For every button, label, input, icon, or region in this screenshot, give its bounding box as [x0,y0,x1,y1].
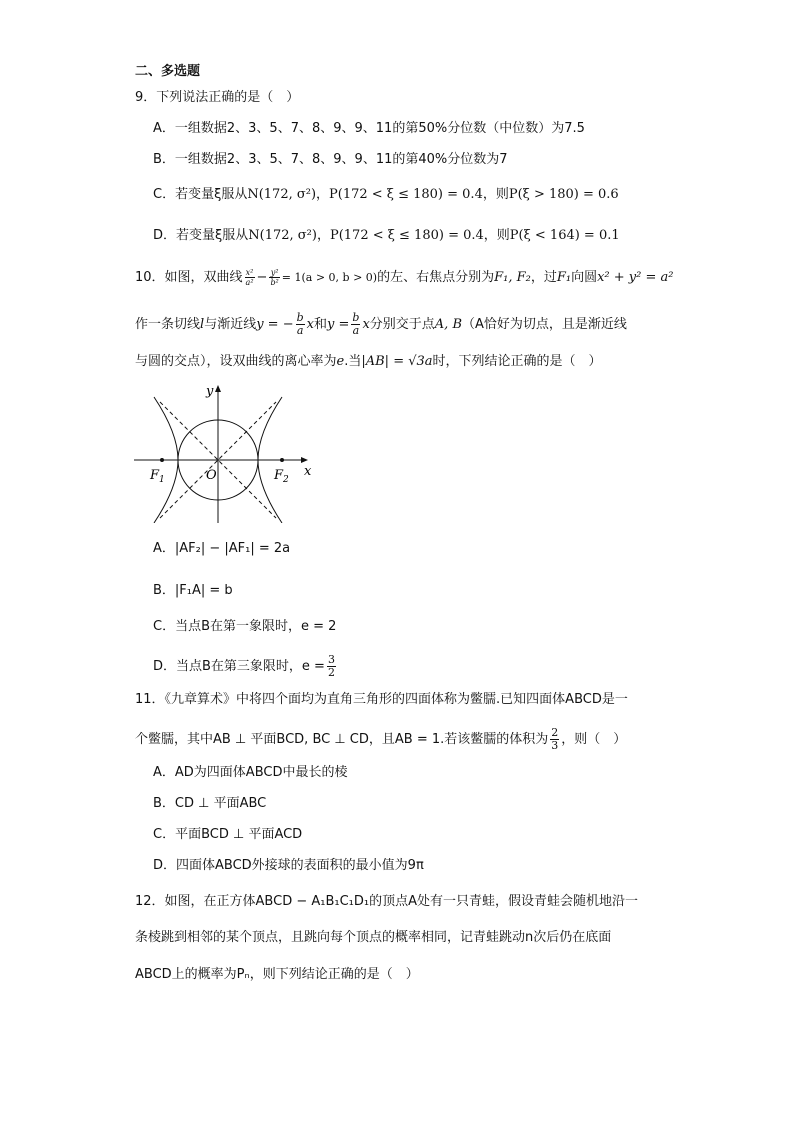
f1-subscript: 1 [159,475,165,485]
q10-l2-d: y = − [256,317,294,332]
y-label: y [206,384,214,399]
f1-label [149,468,165,485]
q10-frac-b-a-1 [296,312,305,337]
focus-f2-point [280,458,284,462]
q10-l2-h: x [362,317,370,332]
x-axis-arrow [301,457,308,463]
frac-den: b² [270,278,279,287]
q9-stem: 9．下列说法正确的是（ ） [135,90,300,105]
q10-l3-c: .当 [344,354,362,369]
q10-l1-g: 向圆 [571,270,598,285]
q10-l2-b: l [200,317,205,332]
q10-line2 [135,312,627,337]
q10-option-a: A．|AF₂| − |AF₁| = 2a [153,541,291,556]
q10-l2-f: 和 [314,317,328,332]
q10-l3-e: 时，下列结论正确的是（ ） [432,354,602,369]
q10-frac-b-a-2 [351,312,360,337]
q9-c-prefix: C．若变量ξ服从 [153,187,248,202]
frac-num: 2 [551,726,559,739]
q10-l1-f: F₁ [556,270,572,285]
q9-d-dist: N(172, σ²) [248,228,317,243]
q9-c-mid: ，P(172 < ξ ≤ 180) = 0.4，则 [316,187,509,202]
q11-l2-b: ，则（ ） [561,732,627,747]
q11-l2-a: 个鳖臑，其中AB ⊥ 平面BCD, BC ⊥ CD，且AB = 1.若该鳖臑的体积为 [135,732,549,747]
frac-den: 2 [327,666,335,679]
section-title: 二、多选题 [135,64,201,79]
x-label: x [304,464,312,479]
q10-l1-e: ，过 [530,270,557,285]
q12-line1: 12．如图，在正方体ABCD − A₁B₁C₁D₁的顶点A处有一只青蛙，假设青蛙会随机地沿一 [135,894,639,909]
q10-l2-e: x [306,317,314,332]
q10-l3-a: 与圆的交点），设双曲线的离心率为 [135,354,337,369]
focus-f1-point [160,458,164,462]
q10-line3 [135,353,602,371]
q10-frac-x2-a2 [245,268,255,287]
q10-l1-h: x² + y² = a² [597,270,674,285]
q12-line2: 条棱跳到相邻的某个顶点，且跳向每个顶点的概率相同，记青蛙跳动n次后仍在底面 [135,930,612,945]
frac-num: b [352,311,360,324]
origin-label: O [206,468,217,483]
frac-den: a [296,324,304,337]
q10-l2-a: 作一条切线 [135,317,201,332]
frac-num: b [296,311,304,324]
f1-letter: F [150,468,160,483]
frac-den: a [352,324,360,337]
q11-line1: 11．《九章算术》中将四个面均为直角三角形的四面体称为鳖臑.已知四面体ABCD是一 [135,692,628,707]
q9-c-end: P(ξ > 180) = 0.6 [508,187,619,202]
q11-line2 [135,727,626,752]
q9-d-prefix: D．若变量ξ服从 [153,228,249,243]
frac-den: 3 [551,739,559,752]
q10-l1-d: F₁, F₂ [494,270,531,285]
q10-l1-a: 10．如图，双曲线 [135,270,243,285]
q9-option-a: A．一组数据2、3、5、7、8、9、9、11的第50%分位数（中位数）为7.5 [153,121,585,136]
f2-subscript: 2 [283,475,289,485]
q12-line3: ABCD上的概率为Pₙ，则下列结论正确的是（ ） [135,967,419,982]
q9-d-mid: ，P(172 < ξ ≤ 180) = 0.4，则 [316,228,510,243]
q9-option-b: B．一组数据2、3、5、7、8、9、9、11的第40%分位数为7 [153,152,508,167]
q11-frac [550,727,559,752]
frac-num: x² [245,268,254,277]
q11-option-d: D．四面体ABCD外接球的表面积的最小值为9π [153,858,424,873]
q10-option-c: C．当点B在第一象限时，e = 2 [153,619,337,634]
q10-line1: 10．如图，双曲线 $\frac{\text{x²}}{\text{a²}}$ − $\frac{\text{y²}}{\text{b²}}$ = 1(a > 0, b > 0)的左、右焦点分别为F₁, F₂，过F₁向圆x² + y² = a² [135,268,674,287]
f2-letter: F [274,468,284,483]
q10-frac-y2-b2 [269,268,279,287]
f2-label [273,468,289,485]
q10-l3-d: |AB| = √3a [361,354,433,369]
q10-l3-b: e [336,354,345,369]
hyperbola-figure [132,383,317,523]
q10-l1-b: = 1(a > 0, b > 0) [281,271,378,284]
frac-num: 3 [327,653,335,666]
frac-den: a² [245,278,254,287]
q9-option-d [153,227,620,245]
q11-option-b: B．CD ⊥ 平面ABC [153,796,267,811]
q9-d-end: P(ξ < 164) = 0.1 [509,228,620,243]
q9-c-dist: N(172, σ²) [247,187,317,202]
q10-l2-k: （A恰好为切点，且是渐近线 [462,317,627,332]
q10-l1-c: 的左、右焦点分别为 [377,270,495,285]
y-axis-arrow [215,385,221,392]
q11-option-c: C．平面BCD ⊥ 平面ACD [153,827,303,842]
q11-option-a: A．AD为四面体ABCD中最长的棱 [153,765,348,780]
q10-d-prefix: D．当点B在第三象限时，e = [153,659,325,674]
q10-l2-i: 分别交于点 [369,317,435,332]
q10-option-b: B．|F₁A| = b [153,583,233,598]
q9-option-c [153,186,619,204]
q10-l2-j: A, B [434,317,463,332]
q10-d-frac [327,654,336,679]
q10-l2-c: 与渐近线 [204,317,257,332]
frac-num: y² [270,268,279,277]
q10-option-d [153,654,338,679]
q10-l2-g: y = [327,317,350,332]
